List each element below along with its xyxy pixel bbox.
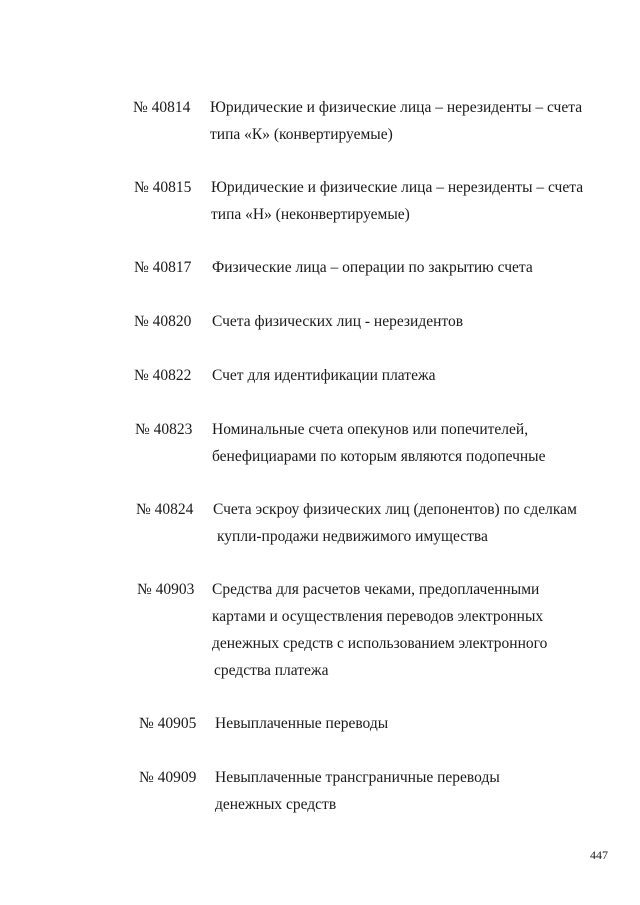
account-description — [212, 576, 582, 684]
description-line: Счет для идентификации платежа — [212, 367, 436, 384]
description-line: Номинальные счета опекунов или попечителей, — [212, 421, 529, 438]
description-line: Невыплаченные трансграничные переводы — [215, 769, 500, 786]
account-description — [212, 254, 582, 281]
description-line: картами и осуществления переводов электронных — [212, 608, 544, 625]
description-line: денежных средств — [215, 796, 337, 813]
account-number: № 40820 — [134, 313, 192, 330]
account-number: № 40817 — [134, 259, 192, 276]
account-description — [212, 308, 582, 335]
description-line: купли-продажи недвижимого имущества — [217, 528, 488, 545]
description-line: типа «К» (конвертируемые) — [210, 126, 393, 143]
account-description — [215, 710, 585, 737]
account-description — [212, 362, 582, 389]
description-line: бенефициарами по которым являются подопечные — [212, 448, 546, 465]
account-number: № 40909 — [139, 769, 197, 786]
account-description — [211, 174, 584, 228]
description-line: типа «Н» (неконвертируемые) — [211, 206, 410, 223]
account-number: № 40905 — [139, 715, 197, 732]
description-line: Невыплаченные переводы — [215, 715, 389, 732]
description-line: Юридические и физические лица – нерезиденты – счета — [211, 179, 584, 196]
description-line: Средства для расчетов чеками, предоплаченными — [212, 581, 540, 598]
account-number: № 40815 — [134, 179, 192, 196]
account-description — [212, 416, 582, 470]
account-description — [210, 94, 583, 148]
account-number: № 40824 — [136, 501, 194, 518]
account-number: № 40823 — [135, 421, 193, 438]
account-description — [213, 496, 583, 550]
description-line: денежных средств с использованием электронного — [212, 635, 548, 652]
account-description — [215, 764, 585, 818]
page-number: 447 — [590, 848, 608, 862]
description-line: Физические лица – операции по закрытию счета — [212, 259, 533, 276]
account-number: № 40822 — [134, 367, 192, 384]
account-number: № 40903 — [137, 581, 195, 598]
description-line: Счета эскроу физических лиц (депонентов) по сделкам — [213, 501, 577, 518]
description-line: Счета физических лиц - нерезидентов — [212, 313, 464, 330]
description-line: Юридические и физические лица – нерезиденты – счета — [210, 99, 583, 116]
description-line: средства платежа — [214, 662, 329, 679]
account-number: № 40814 — [133, 99, 191, 116]
